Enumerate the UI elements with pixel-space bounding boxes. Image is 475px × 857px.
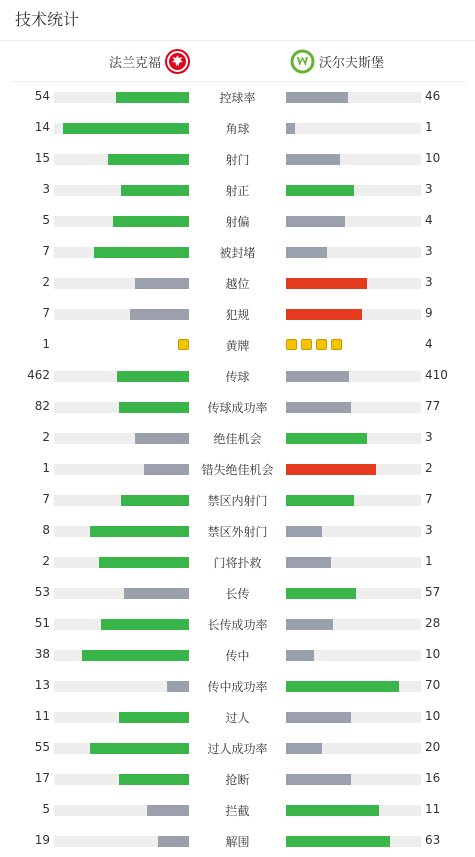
home-value: 1 <box>42 337 50 351</box>
stat-label: 禁区内射门 <box>207 494 268 508</box>
away-bar-fill <box>286 588 356 599</box>
stat-row <box>0 577 475 608</box>
home-bar-track <box>54 371 189 382</box>
away-bar-track <box>286 247 421 258</box>
away-bar-fill <box>286 712 351 723</box>
stat-label: 黄牌 <box>225 339 250 353</box>
home-value: 82 <box>34 399 50 413</box>
away-bar-track <box>286 278 421 289</box>
home-bar-fill <box>119 402 189 413</box>
home-bar-fill <box>130 309 189 320</box>
stat-row <box>0 205 475 236</box>
home-bar-track <box>54 526 189 537</box>
away-bar-fill <box>286 185 354 196</box>
home-value: 17 <box>34 771 50 785</box>
stat-row <box>0 763 475 794</box>
stat-label: 过人 <box>225 711 250 725</box>
home-bar-track <box>54 712 189 723</box>
stat-label: 射门 <box>225 153 250 167</box>
home-bar-track <box>54 495 189 506</box>
stat-label: 长传 <box>225 587 250 601</box>
stat-row <box>0 515 475 546</box>
away-bar-fill <box>286 495 354 506</box>
away-bar-track <box>286 712 421 723</box>
away-bar-fill <box>286 681 399 692</box>
home-bar-fill <box>158 836 189 847</box>
home-bar-track <box>54 123 189 134</box>
stat-row <box>0 453 475 484</box>
home-value: 53 <box>34 585 50 599</box>
stat-label: 错失绝佳机会 <box>201 463 274 477</box>
away-bar-track <box>286 402 421 413</box>
stat-label: 抢断 <box>225 773 250 787</box>
home-value: 5 <box>42 802 50 816</box>
home-bar-fill <box>135 278 189 289</box>
away-bar-fill <box>286 216 345 227</box>
away-value: 3 <box>425 182 433 196</box>
away-team[interactable] <box>290 49 384 73</box>
away-bar-track <box>286 619 421 630</box>
away-value: 46 <box>425 89 441 103</box>
home-bar-track <box>54 247 189 258</box>
away-bar-fill <box>286 650 314 661</box>
stat-row <box>0 639 475 670</box>
away-bar-fill <box>286 309 362 320</box>
home-bar-track <box>54 402 189 413</box>
away-bar-fill <box>286 278 367 289</box>
away-bar-track <box>286 650 421 661</box>
away-value: 3 <box>425 275 433 289</box>
stat-row <box>0 608 475 639</box>
stat-label: 射偏 <box>225 215 250 229</box>
stat-row <box>0 422 475 453</box>
home-bar-fill <box>135 433 189 444</box>
away-value: 4 <box>425 337 433 351</box>
stat-row <box>0 267 475 298</box>
stat-label: 角球 <box>225 122 250 136</box>
away-bar-track <box>286 309 421 320</box>
stat-row <box>0 298 475 329</box>
stat-label: 越位 <box>225 277 250 291</box>
away-value: 70 <box>425 678 441 692</box>
away-value: 10 <box>425 151 441 165</box>
home-bar-track <box>54 557 189 568</box>
away-bar-fill <box>286 743 322 754</box>
stat-row <box>0 670 475 701</box>
away-bar-fill <box>286 526 322 537</box>
away-value: 16 <box>425 771 441 785</box>
home-bar-track <box>54 774 189 785</box>
stat-label: 传球 <box>225 370 250 384</box>
away-value: 410 <box>425 368 448 382</box>
home-bar-track <box>54 309 189 320</box>
away-bar-track <box>286 216 421 227</box>
home-value: 3 <box>42 182 50 196</box>
stat-row <box>0 701 475 732</box>
away-bar-track <box>286 123 421 134</box>
yellow-card-icon <box>316 339 327 350</box>
home-value: 1 <box>42 461 50 475</box>
stat-row <box>0 546 475 577</box>
stat-label: 解围 <box>225 835 250 849</box>
away-value: 3 <box>425 244 433 258</box>
away-bar-track <box>286 526 421 537</box>
home-bar-track <box>54 216 189 227</box>
home-bar-track <box>54 154 189 165</box>
home-value: 38 <box>34 647 50 661</box>
stat-label: 传中 <box>225 649 250 663</box>
stat-row <box>0 81 475 112</box>
home-value: 8 <box>42 523 50 537</box>
home-bar-fill <box>121 495 189 506</box>
yellow-card-icon <box>331 339 342 350</box>
away-value: 2 <box>425 461 433 475</box>
stat-row <box>0 174 475 205</box>
yellow-card-icon <box>286 339 297 350</box>
away-value: 7 <box>425 492 433 506</box>
home-value: 2 <box>42 430 50 444</box>
away-bar-fill <box>286 154 340 165</box>
home-bar-fill <box>113 216 189 227</box>
stat-row <box>0 391 475 422</box>
stat-row <box>0 794 475 825</box>
home-bar-track <box>54 464 189 475</box>
away-bar-fill <box>286 619 333 630</box>
stat-label: 控球率 <box>219 91 256 105</box>
home-value: 462 <box>27 368 50 382</box>
away-value: 10 <box>425 709 441 723</box>
stat-row <box>0 329 475 360</box>
home-team-name: 法兰克福 <box>108 55 161 71</box>
away-bar-track <box>286 185 421 196</box>
away-value: 63 <box>425 833 441 847</box>
home-bar-fill <box>101 619 189 630</box>
away-value: 3 <box>425 523 433 537</box>
home-bar-fill <box>116 92 189 103</box>
away-value: 11 <box>425 802 441 816</box>
away-bar-fill <box>286 402 351 413</box>
stat-row <box>0 825 475 856</box>
home-bar-fill <box>124 588 189 599</box>
stats-list <box>0 81 475 856</box>
home-bar-fill <box>63 123 189 134</box>
wolf-logo-icon <box>290 49 315 74</box>
away-value: 1 <box>425 120 433 134</box>
teams-header <box>10 41 466 82</box>
home-bar-fill <box>90 743 189 754</box>
home-value: 19 <box>34 833 50 847</box>
home-bar-fill <box>117 371 189 382</box>
away-value: 77 <box>425 399 441 413</box>
away-bar-fill <box>286 557 331 568</box>
home-bar-track <box>54 650 189 661</box>
home-bar-track <box>54 588 189 599</box>
home-bar-track <box>54 805 189 816</box>
away-bar-fill <box>286 247 327 258</box>
away-bar-fill <box>286 433 367 444</box>
home-bar-fill <box>94 247 189 258</box>
home-team[interactable] <box>109 49 190 73</box>
eagle-logo-icon <box>165 49 190 74</box>
away-value: 3 <box>425 430 433 444</box>
away-bar-fill <box>286 464 376 475</box>
yellow-card-icon <box>301 339 312 350</box>
home-bar-track <box>54 619 189 630</box>
away-bar-track <box>286 495 421 506</box>
home-value: 7 <box>42 244 50 258</box>
stat-label: 长传成功率 <box>207 618 268 632</box>
stat-label: 禁区外射门 <box>207 525 268 539</box>
home-value: 54 <box>34 89 50 103</box>
away-bar-track <box>286 154 421 165</box>
home-value: 7 <box>42 306 50 320</box>
home-bar-fill <box>99 557 189 568</box>
home-bar-fill <box>167 681 189 692</box>
home-bar-fill <box>144 464 189 475</box>
home-bar-track <box>54 92 189 103</box>
home-bar-fill <box>121 185 189 196</box>
stat-label: 传中成功率 <box>207 680 268 694</box>
stat-row <box>0 236 475 267</box>
home-bar-track <box>54 743 189 754</box>
away-value: 1 <box>425 554 433 568</box>
away-bar-fill <box>286 774 351 785</box>
home-bar-track <box>54 433 189 444</box>
stat-row <box>0 143 475 174</box>
away-bar-fill <box>286 371 349 382</box>
home-bar-track <box>54 185 189 196</box>
stat-label: 被封堵 <box>219 246 256 260</box>
away-bar-track <box>286 588 421 599</box>
stat-row <box>0 484 475 515</box>
away-bar-track <box>286 92 421 103</box>
away-value: 10 <box>425 647 441 661</box>
stat-label: 传球成功率 <box>207 401 268 415</box>
away-bar-fill <box>286 92 348 103</box>
home-value: 2 <box>42 275 50 289</box>
away-value: 20 <box>425 740 441 754</box>
home-bar-fill <box>119 774 189 785</box>
stat-label: 门将扑救 <box>213 556 262 570</box>
home-bar-fill <box>108 154 189 165</box>
away-bar-fill <box>286 805 379 816</box>
home-value: 11 <box>34 709 50 723</box>
stat-label: 拦截 <box>225 804 250 818</box>
yellow-card-icon <box>178 339 189 350</box>
home-value: 14 <box>34 120 50 134</box>
away-bar-track <box>286 557 421 568</box>
home-bar-track <box>54 278 189 289</box>
stat-row <box>0 732 475 763</box>
stat-row <box>0 112 475 143</box>
home-value: 2 <box>42 554 50 568</box>
home-value: 13 <box>34 678 50 692</box>
away-bar-track <box>286 743 421 754</box>
away-value: 4 <box>425 213 433 227</box>
home-value: 51 <box>34 616 50 630</box>
away-value: 57 <box>425 585 441 599</box>
home-bar-track <box>54 836 189 847</box>
away-bar-track <box>286 371 421 382</box>
away-bar-track <box>286 681 421 692</box>
home-bar-fill <box>82 650 189 661</box>
stat-row <box>0 360 475 391</box>
home-value: 5 <box>42 213 50 227</box>
away-bar-track <box>286 836 421 847</box>
away-bar-fill <box>286 836 390 847</box>
away-bar-track <box>286 774 421 785</box>
home-value: 55 <box>34 740 50 754</box>
page-title: 技术统计 <box>15 10 80 29</box>
home-value: 15 <box>34 151 50 165</box>
away-bar-track <box>286 464 421 475</box>
away-team-name: 沃尔夫斯堡 <box>319 55 385 71</box>
away-bar-fill <box>286 123 295 134</box>
home-bar-fill <box>90 526 189 537</box>
home-bar-fill <box>147 805 189 816</box>
stat-label: 过人成功率 <box>207 742 268 756</box>
away-value: 9 <box>425 306 433 320</box>
home-bar-track <box>54 681 189 692</box>
stat-label: 射正 <box>225 184 250 198</box>
stat-label: 绝佳机会 <box>213 432 262 446</box>
home-value: 7 <box>42 492 50 506</box>
stat-label: 犯规 <box>225 308 250 322</box>
away-bar-track <box>286 433 421 444</box>
away-bar-track <box>286 805 421 816</box>
away-value: 28 <box>425 616 441 630</box>
home-bar-fill <box>119 712 189 723</box>
